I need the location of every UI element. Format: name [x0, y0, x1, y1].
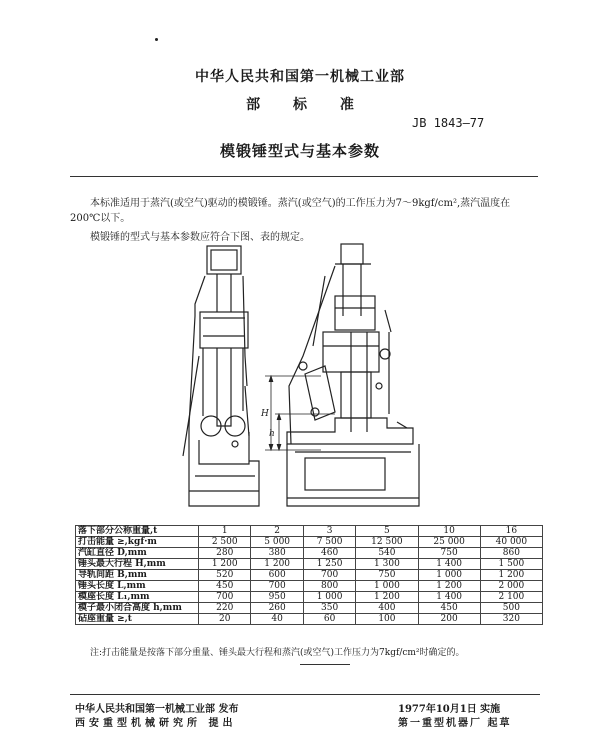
row-label: 模座长度 L₁,mm [76, 592, 199, 603]
table-cell: 600 [251, 570, 303, 581]
table-cell: 800 [303, 581, 355, 592]
footer-proposed-by: 西安重型机械研究所 提出 [75, 718, 237, 729]
table-note: 注:打击能量是按落下部分重量、锤头最大行程和蒸汽(或空气)工作压力为7kgf/cm²时确定的。 [90, 648, 465, 658]
table-cell: 1 000 [303, 592, 355, 603]
table-header-row [76, 526, 543, 537]
document-title: 模锻锤型式与基本参数 [219, 142, 380, 160]
table-header-cell: 10 [418, 526, 480, 537]
note-rule [300, 664, 350, 665]
table-cell: 20 [199, 614, 251, 625]
table-cell: 500 [480, 603, 542, 614]
hammer-drawing [175, 236, 435, 512]
footer-issued-by: 中华人民共和国第一机械工业部 发布 [75, 704, 239, 715]
table-cell: 700 [199, 592, 251, 603]
table-cell: 5 000 [251, 537, 303, 548]
table-cell: 950 [251, 592, 303, 603]
dimension-lines [265, 376, 335, 450]
table-cell: 1 200 [356, 592, 418, 603]
row-label: 锤头最大行程 H,mm [76, 559, 199, 570]
table-row [76, 548, 543, 559]
table-row [76, 559, 543, 570]
table-cell: 350 [303, 603, 355, 614]
table-cell: 1 250 [303, 559, 355, 570]
table-cell: 260 [251, 603, 303, 614]
table-cell: 460 [303, 548, 355, 559]
row-label: 打击能量 ≥,kgf·m [76, 537, 199, 548]
table-cell: 320 [480, 614, 542, 625]
table-cell: 860 [480, 548, 542, 559]
table-cell: 40 [251, 614, 303, 625]
intro-paragraph-2: 模锻锤的型式与基本参数应符合下图、表的规定。 [90, 232, 310, 243]
table-cell: 1 200 [199, 559, 251, 570]
table-cell: 200 [418, 614, 480, 625]
table-cell: 1 400 [418, 559, 480, 570]
footer-rule [70, 694, 540, 695]
footer-drafted-by: 第一重型机器厂 起草 [398, 718, 512, 729]
table-cell: 40 000 [480, 537, 542, 548]
table-cell: 750 [356, 570, 418, 581]
table-cell: 540 [356, 548, 418, 559]
table-cell: 7 500 [303, 537, 355, 548]
standard-code: JB 1843—77 [412, 116, 485, 130]
table-cell: 520 [199, 570, 251, 581]
table-cell: 700 [303, 570, 355, 581]
row-label: 模子最小闭合高度 h,mm [76, 603, 199, 614]
header-rule [70, 176, 538, 177]
table-cell: 220 [199, 603, 251, 614]
row-label: 砧座重量 ≥,t [76, 614, 199, 625]
table-cell: 450 [418, 603, 480, 614]
table-cell: 1 300 [356, 559, 418, 570]
parameter-table [75, 525, 543, 625]
standard-type: 部 标 准 [246, 97, 354, 113]
ministry-heading: 中华人民共和国第一机械工业部 [195, 69, 405, 85]
table-header-cell: 1 [199, 526, 251, 537]
table-row [76, 537, 543, 548]
table-cell: 60 [303, 614, 355, 625]
table-cell: 1 200 [480, 570, 542, 581]
intro-paragraph: 本标准适用于蒸汽(或空气)驱动的模锻锤。蒸汽(或空气)的工作压力为7～9kgf/cm²,蒸汽温度在200℃以下。 [70, 198, 511, 224]
table-row [76, 581, 543, 592]
table-row [76, 603, 543, 614]
row-label: 汽缸直径 D,mm [76, 548, 199, 559]
table-cell: 1 500 [480, 559, 542, 570]
table-row [76, 570, 543, 581]
footer-effective-date: 1977年10月1日 实施 [398, 704, 501, 715]
table-row [76, 592, 543, 603]
table-header-label: 落下部分公称重量,t [76, 526, 199, 537]
table-cell: 12 500 [356, 537, 418, 548]
table-cell: 1 400 [418, 592, 480, 603]
table-cell: 700 [251, 581, 303, 592]
row-label: 锤头长度 L,mm [76, 581, 199, 592]
table-cell: 400 [356, 603, 418, 614]
table-cell: 450 [199, 581, 251, 592]
row-label: 导轨间距 B,mm [76, 570, 199, 581]
table-header-cell: 16 [480, 526, 542, 537]
table-cell: 2 100 [480, 592, 542, 603]
table-cell: 1 200 [418, 581, 480, 592]
table-cell: 2 000 [480, 581, 542, 592]
front-view [183, 246, 259, 506]
table-cell: 1 200 [251, 559, 303, 570]
table-cell: 1 000 [356, 581, 418, 592]
table-row [76, 614, 543, 625]
table-cell: 2 500 [199, 537, 251, 548]
table-cell: 750 [418, 548, 480, 559]
dim-label-h: h [269, 429, 275, 439]
table-cell: 1 000 [418, 570, 480, 581]
table-cell: 280 [199, 548, 251, 559]
table-cell: 25 000 [418, 537, 480, 548]
dim-label-H: H [261, 409, 269, 419]
table-header-cell: 5 [356, 526, 418, 537]
table-header-cell: 3 [303, 526, 355, 537]
table-cell: 380 [251, 548, 303, 559]
scan-speck [155, 38, 158, 41]
table-header-cell: 2 [251, 526, 303, 537]
side-view [287, 244, 419, 506]
table-cell: 100 [356, 614, 418, 625]
